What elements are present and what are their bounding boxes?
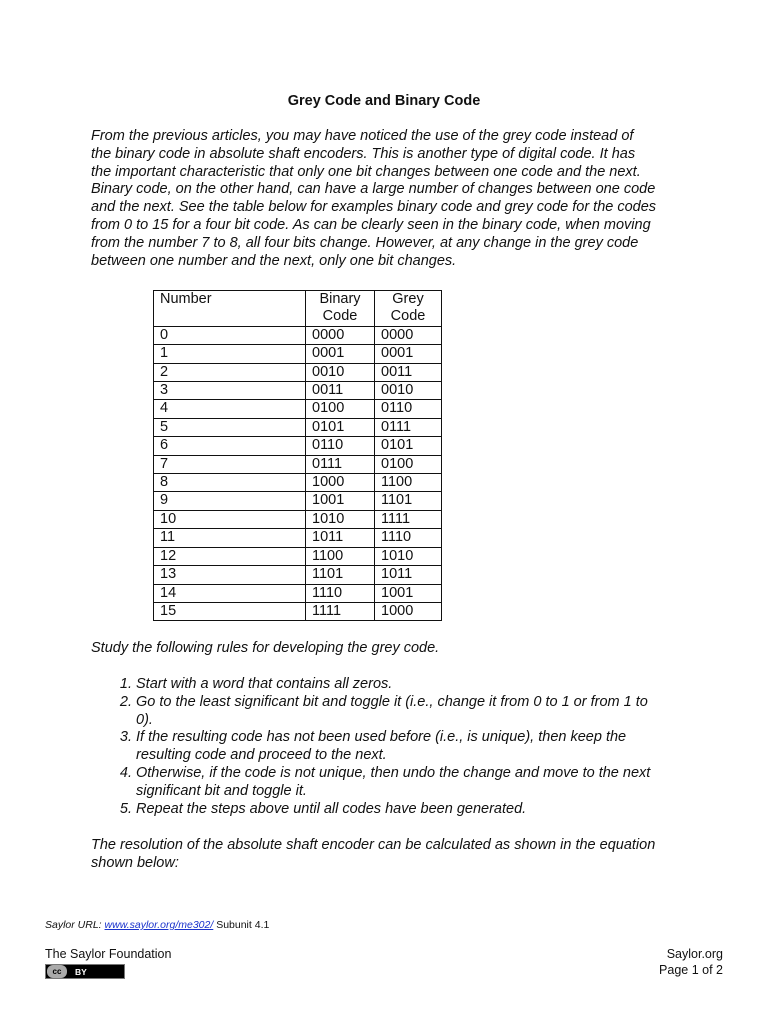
header-number: [154, 291, 306, 327]
resolution-line: The resolution of the absolute shaft encoder can be calculated as shown in the equation: [91, 837, 656, 853]
binary-code-cell: 0010: [306, 363, 375, 381]
grey-code-cell: 1100: [375, 474, 442, 492]
table-row: [154, 345, 442, 363]
table-row: [154, 455, 442, 473]
binary-code-cell: 1101: [306, 566, 375, 584]
number-cell: 1: [154, 345, 306, 363]
header-binary-line1: Binary: [319, 291, 361, 307]
intro-line: from 0 to 15 for a four bit code. As can be clearly seen in the binary code, when moving: [91, 216, 651, 233]
grey-code-cell: 0111: [375, 418, 442, 436]
page-number: Page 1 of 2: [659, 963, 723, 977]
table-row: [154, 566, 442, 584]
number-cell: 7: [154, 455, 306, 473]
header-grey-line1: Grey: [392, 291, 424, 307]
intro-line: From the previous articles, you may have noticed the use of the grey code instead of: [91, 128, 634, 144]
intro-line: Binary code, on the other hand, can have a large number of changes between one code: [91, 181, 656, 198]
grey-code-cell: 0110: [375, 400, 442, 418]
table-row: [154, 400, 442, 418]
binary-code-cell: 1100: [306, 547, 375, 565]
binary-code-cell: 1011: [306, 529, 375, 547]
rule-item: [136, 676, 706, 694]
table-row: [154, 437, 442, 455]
table-row: [154, 492, 442, 510]
binary-code-cell: 0011: [306, 382, 375, 400]
binary-code-cell: 0100: [306, 400, 375, 418]
rule-item: [136, 801, 706, 819]
number-cell: 2: [154, 363, 306, 381]
number-cell: 5: [154, 418, 306, 436]
grey-code-cell: 1011: [375, 566, 442, 584]
rule-line: resulting code and proceed to the next.: [136, 747, 387, 764]
grey-code-cell: 0010: [375, 382, 442, 400]
rule-line: 4. Otherwise, if the code is not unique, then undo the change and move to the next: [136, 764, 651, 781]
table-row: [154, 418, 442, 436]
rules-list: [111, 676, 706, 818]
rule-item: [136, 729, 706, 765]
header-number-label: Number: [160, 291, 212, 307]
grey-code-cell: 0100: [375, 455, 442, 473]
binary-code-cell: 1111: [306, 602, 375, 620]
table-row: [154, 584, 442, 602]
header-binary-code: [306, 291, 375, 327]
binary-code-cell: 0000: [306, 326, 375, 344]
binary-code-cell: 1000: [306, 474, 375, 492]
intro-line: the binary code in absolute shaft encoders. This is another type of digital code. It has: [91, 145, 636, 162]
rule-item: [136, 765, 706, 801]
grey-code-cell: 0001: [375, 345, 442, 363]
table-row: [154, 363, 442, 381]
foundation-name: The Saylor Foundation: [45, 947, 172, 961]
grey-code-cell: 1111: [375, 510, 442, 528]
rule-line: 3. If the resulting code has not been used before (i.e., is unique), then keep the: [136, 729, 627, 746]
table-row: [154, 474, 442, 492]
rule-line: 2. Go to the least significant bit and toggle it (i.e., change it from 0 to 1 or from 1 to: [136, 693, 648, 710]
study-text: Study the following rules for developing the grey code.: [91, 640, 440, 656]
table-row: [154, 382, 442, 400]
binary-code-cell: 1001: [306, 492, 375, 510]
grey-code-cell: 0000: [375, 326, 442, 344]
grey-code-cell: 1010: [375, 547, 442, 565]
saylor-url-line: [45, 919, 269, 931]
cc-by-license-icon[interactable]: [45, 964, 125, 979]
grey-code-cell: 0101: [375, 437, 442, 455]
binary-code-cell: 0101: [306, 418, 375, 436]
intro-line: between one number and the next, only one bit changes.: [91, 252, 457, 269]
grey-code-cell: 1000: [375, 602, 442, 620]
table-row: [154, 529, 442, 547]
table-row: [154, 326, 442, 344]
table-row: [154, 602, 442, 620]
rule-line: Start with a word that contains all zeros.: [136, 676, 393, 692]
subunit-text: Subunit 4.1: [213, 919, 270, 931]
number-cell: 8: [154, 474, 306, 492]
number-cell: 14: [154, 584, 306, 602]
header-binary-line2: Code: [322, 308, 358, 325]
rule-line: significant bit and toggle it.: [136, 782, 307, 799]
binary-code-cell: 0110: [306, 437, 375, 455]
grey-code-cell: 0011: [375, 363, 442, 381]
site-name: Saylor.org: [666, 947, 723, 961]
resolution-line: shown below:: [91, 854, 179, 871]
header-grey-code: [375, 291, 442, 327]
table-row: [154, 510, 442, 528]
number-cell: 9: [154, 492, 306, 510]
code-table: [153, 290, 442, 621]
number-cell: 4: [154, 400, 306, 418]
saylor-course-link[interactable]: www.saylor.org/me302/: [104, 919, 214, 931]
resolution-paragraph: [91, 837, 691, 873]
grey-code-cell: 1110: [375, 529, 442, 547]
intro-line: and the next. See the table below for examples binary code and grey code for the codes: [91, 199, 657, 216]
grey-code-cell: 1001: [375, 584, 442, 602]
binary-code-cell: 1110: [306, 584, 375, 602]
binary-code-cell: 0001: [306, 345, 375, 363]
number-cell: 15: [154, 602, 306, 620]
number-cell: 12: [154, 547, 306, 565]
intro-line: from the number 7 to 8, all four bits change. However, at any change in the grey code: [91, 234, 639, 251]
intro-paragraph: [91, 128, 691, 270]
rule-item: [136, 694, 706, 730]
grey-code-cell: 1101: [375, 492, 442, 510]
rule-line: 0).: [136, 711, 153, 728]
number-cell: 0: [154, 326, 306, 344]
table-row: [154, 547, 442, 565]
number-cell: 11: [154, 529, 306, 547]
number-cell: 3: [154, 382, 306, 400]
header-grey-line2: Code: [390, 308, 426, 325]
number-cell: 13: [154, 566, 306, 584]
table-body: [154, 326, 442, 621]
rule-line: Repeat the steps above until all codes have been generated.: [136, 800, 527, 817]
number-cell: 6: [154, 437, 306, 455]
by-label: BY: [75, 966, 87, 977]
cc-icon: cc: [47, 965, 67, 978]
intro-line: the important characteristic that only one bit changes between one code and the next.: [91, 163, 641, 180]
number-cell: 10: [154, 510, 306, 528]
page-title: Grey Code and Binary Code: [287, 93, 481, 109]
binary-code-cell: 0111: [306, 455, 375, 473]
table-header-row: [154, 291, 442, 327]
url-label: Saylor URL:: [45, 919, 105, 931]
binary-code-cell: 1010: [306, 510, 375, 528]
